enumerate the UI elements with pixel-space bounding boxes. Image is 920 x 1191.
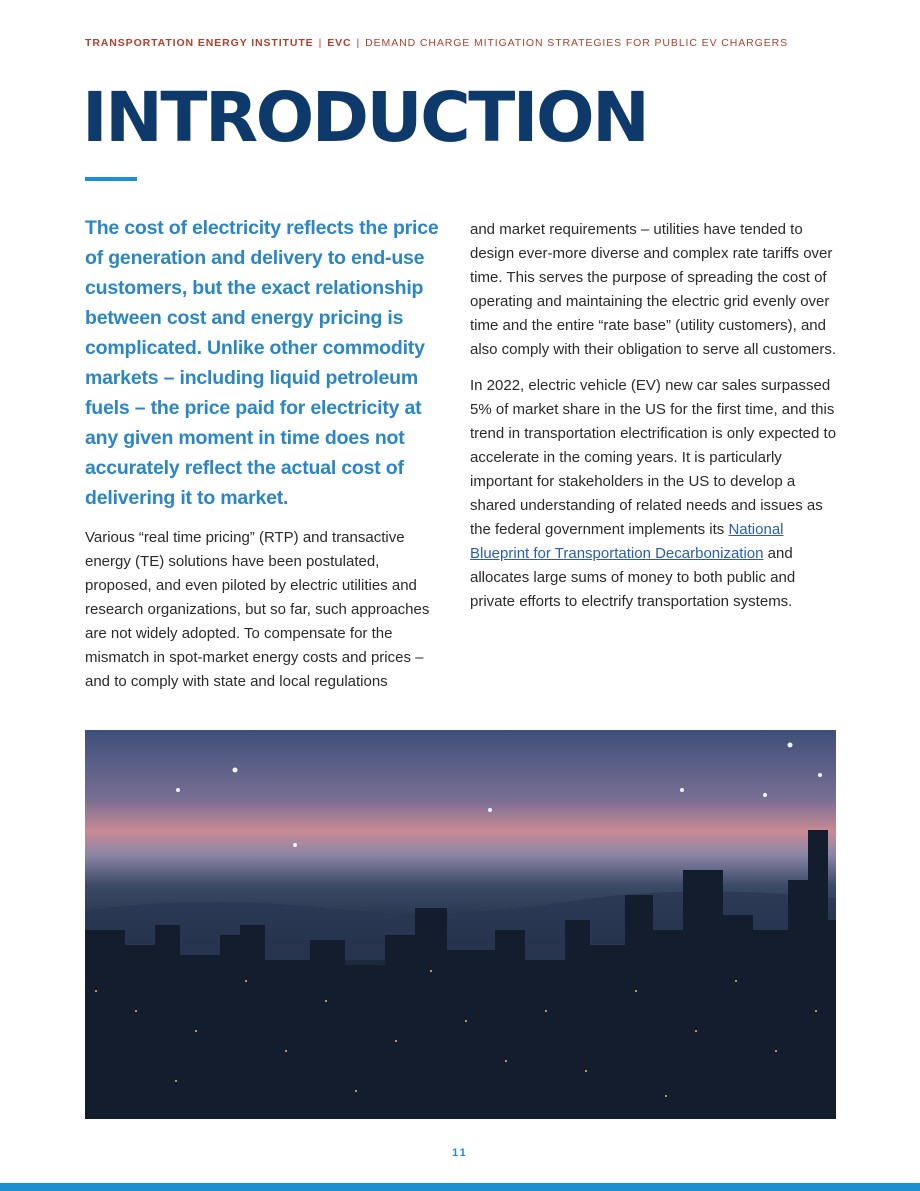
body-paragraph: and market requirements – utilities have tended to design ever-more diverse and complex rate tariffs over time. This serves the purpose of spreading the cost of operating and maintaining the electric grid evenly over time and the entire “rate base” (utility customers), and also comply with their obligation to serve all customers. [470,221,836,358]
header-doc-title: DEMAND CHARGE MITIGATION STRATEGIES FOR PUBLIC EV CHARGERS [365,37,789,49]
city-skyline-photo [85,730,836,1119]
page-title: INTRODUCTION [82,78,648,158]
body-text: In 2022, electric vehicle (EV) new car sales surpassed 5% of market share in the US for the first time, and this trend in transportation electrification is only expected to accelerate in the coming years. It is particularly important for stakeholders in the US to develop a shared understanding of related needs and issues as the federal government implements its [470,377,837,538]
body-paragraph: Various “real time pricing” (RTP) and transactive energy (TE) solutions have been postulated, proposed, and even piloted by electric utilities and research organizations, but so far, such approaches are not widely adopted. To compensate for the mismatch in spot-market energy costs and prices – and to comply with state and local regulations [85,529,430,690]
right-column [470,218,840,626]
header-separator: | [318,37,323,49]
header-org: TRANSPORTATION ENERGY INSTITUTE [85,37,314,49]
title-underline-rule [85,177,137,181]
header-separator: | [356,37,361,49]
page-number: 11 [452,1147,468,1159]
city-skyline-illustration [85,730,836,1119]
footer-bar [0,1183,920,1191]
left-column-body [85,526,445,694]
blueprint-link[interactable]: National Blueprint for Transportation Decarbonization [470,521,784,562]
body-paragraph [470,374,840,614]
header-program: EVC [327,37,352,49]
lead-paragraph: The cost of electricity reflects the price of generation and delivery to end-use customers, but the exact relationship between cost and energy pricing is complicated. Unlike other commodity markets – including liquid petroleum fuels – the price paid for electricity at any given moment in time does not accurately reflect the actual cost of delivering it to market. [85,217,439,509]
body-text: and allocates large sums of money to both public and private efforts to electrify transportation systems. [470,545,796,610]
running-header [85,37,788,49]
